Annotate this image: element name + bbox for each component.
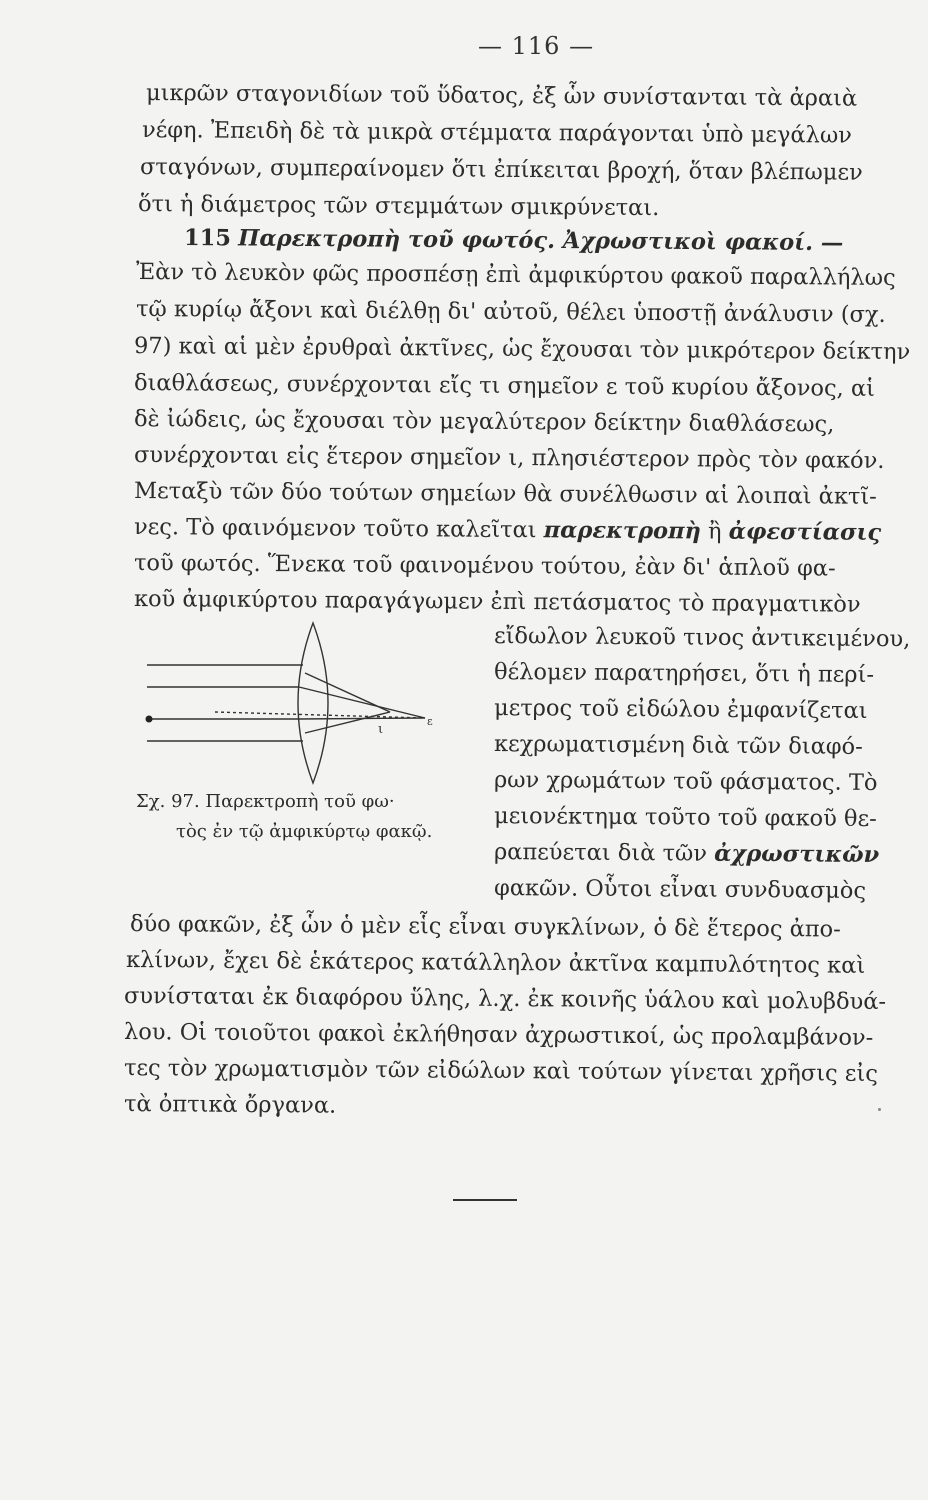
text-line: Ἐὰν τὸ λευκὸν φῶς προσπέσῃ ἐπὶ ἀμφικύρτου φακοῦ παραλλήλως bbox=[135, 259, 896, 291]
text-line: συνέρχονται εἰς ἕτερον σημεῖον ι, πλησιέστερον πρὸς τὸν φακόν. bbox=[133, 442, 885, 474]
term-paraktropi: παρεκτροπὴ bbox=[543, 517, 702, 545]
text-line: τες τὸν χρωματισμὸν τῶν εἰδώλων καὶ τούτων γίνεται χρῆσις εἰς bbox=[123, 1055, 878, 1087]
figure-caption-line1: Σχ. 97. Παρεκτροπὴ τοῦ φω· bbox=[136, 791, 395, 812]
text-line: λου. Οἱ τοιοῦτοι φακοὶ ἐκλήθησαν ἀχρωστικοί, ὡς προλαμβάνον- bbox=[123, 1019, 874, 1051]
term-afestiasis: ἀφεστίασις bbox=[728, 518, 882, 546]
text-line: κεχρωματισμένη διὰ τῶν διαφό- bbox=[493, 731, 863, 760]
page-number: — 116 — bbox=[478, 32, 595, 60]
text-line: κοῦ ἀμφικύρτου παραγάγωμεν ἐπὶ πετάσματος τὸ πραγματικὸν bbox=[133, 586, 861, 618]
section-heading bbox=[184, 225, 843, 256]
section-title: Παρεκτροπὴ τοῦ φωτός. Ἀχρωστικοὶ φακοί. — bbox=[238, 225, 844, 257]
text-line: τῷ κυρίῳ ἄξονι καὶ διέλθῃ δι' αὐτοῦ, θέλει ὑποστῇ ἀνάλυσιν (σχ. bbox=[135, 296, 886, 328]
text-line: τὰ ὀπτικὰ ὄργανα. bbox=[123, 1091, 337, 1119]
text-line: τοῦ φωτός. Ἕνεκα τοῦ φαινομένου τούτου, ἐὰν δι' ἁπλοῦ φα- bbox=[133, 550, 836, 582]
figure-caption-line2: τὸς ἐν τῷ ἀμφικύρτῳ φακῷ. bbox=[176, 821, 433, 842]
light-source-dot bbox=[146, 716, 153, 723]
text-line: μικρῶν σταγονιδίων τοῦ ὕδατος, ἐξ ὧν συνίστανται τὰ ἀραιὰ bbox=[145, 80, 858, 112]
text-line: διαθλάσεως, συνέρχονται εἴς τι σημεῖον ε τοῦ κυρίου ἄξονος, αἱ bbox=[133, 370, 876, 402]
refracted-ray-red-upper bbox=[299, 687, 425, 718]
point-e-label: ε bbox=[427, 715, 433, 728]
text-segment: ραπεύεται διὰ τῶν bbox=[493, 839, 708, 867]
text-line: εἴδωλον λευκοῦ τινος ἀντικειμένου, bbox=[493, 623, 911, 653]
text-line: μετρος τοῦ εἰδώλου ἐμφανίζεται bbox=[493, 695, 868, 724]
text-line: φακῶν. Οὗτοι εἶναι συνδυασμὸς bbox=[493, 875, 867, 904]
refracted-ray-violet-upper bbox=[305, 673, 390, 712]
text-line: μειονέκτημα τοῦτο τοῦ φακοῦ θε- bbox=[493, 803, 877, 833]
principal-axis bbox=[215, 712, 425, 718]
end-rule bbox=[453, 1199, 517, 1201]
text-line: 97) καὶ αἱ μὲν ἐρυθραὶ ἀκτῖνες, ὡς ἔχουσαι τὸν μικρότερον δείκτην bbox=[133, 333, 911, 366]
text-line: θέλομεν παρατηρήσει, ὅτι ἡ περί- bbox=[493, 659, 875, 688]
biconvex-lens bbox=[298, 623, 328, 783]
text-segment: ἢ bbox=[707, 518, 722, 545]
paper-speck bbox=[878, 1108, 881, 1111]
text-line bbox=[494, 839, 879, 868]
text-line: δὲ ἰώδεις, ὡς ἔχουσαι τὸν μεγαλύτερον δείκτην διαθλάσεως, bbox=[133, 406, 835, 438]
text-line: συνίσταται ἐκ διαφόρου ὕλης, λ.χ. ἐκ κοινῆς ὑάλου καὶ μολυβδυά- bbox=[123, 983, 887, 1015]
text-line: σταγόνων, συμπεραίνομεν ὅτι ἐπίκειται βροχή, ὅταν βλέπωμεν bbox=[139, 154, 863, 186]
text-line: ὅτι ἡ διάμετρος τῶν στεμμάτων σμικρύνεται. bbox=[137, 191, 660, 222]
text-line bbox=[134, 514, 881, 546]
text-line: ρων χρωμάτων τοῦ φάσματος. Τὸ bbox=[493, 767, 878, 797]
section-number: 115 bbox=[183, 225, 232, 252]
text-line: Μεταξὺ τῶν δύο τούτων σημείων θὰ συνέλθωσιν αἱ λοιπαὶ ἀκτῖ- bbox=[133, 478, 877, 510]
point-i-label: ι bbox=[378, 722, 384, 737]
text-line: νέφη. Ἐπειδὴ δὲ τὰ μικρὰ στέμματα παράγονται ὑπὸ μεγάλων bbox=[141, 117, 853, 149]
text-line: δύο φακῶν, ἐξ ὧν ὁ μὲν εἷς εἶναι συγκλίνων, ὁ δὲ ἕτερος ἀπο- bbox=[129, 911, 841, 943]
lens-diagram bbox=[135, 615, 490, 790]
term-achrostikon: ἀχρωστικῶν bbox=[714, 840, 880, 869]
text-segment: νες. Τὸ φαινόμενον τοῦτο καλεῖται bbox=[133, 514, 537, 544]
text-line: κλίνων, ἔχει δὲ ἑκάτερος κατάλληλον ἀκτῖνα καμπυλότητος καὶ bbox=[125, 947, 866, 979]
